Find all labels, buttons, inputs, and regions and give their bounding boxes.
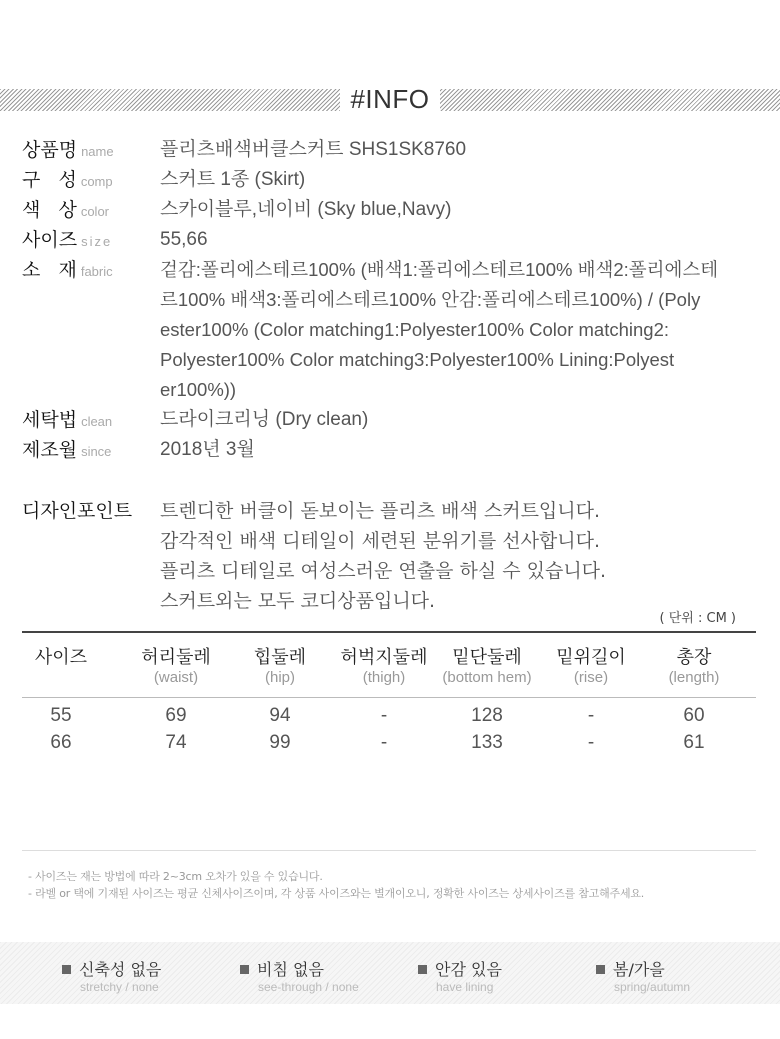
cell-size: 66	[50, 732, 72, 753]
info-value	[160, 405, 770, 435]
cell-rise: -	[587, 705, 595, 726]
feature-sublabel: spring/autumn	[614, 980, 691, 994]
feature-sublabel: have lining	[436, 980, 494, 994]
value-line: 르100% 배색3:폴리에스테르100% 안감:폴리에스테르100%) / (Poly	[160, 289, 701, 310]
label-en: name	[81, 144, 114, 159]
cell-thigh: -	[380, 705, 388, 726]
label-en: fabric	[80, 264, 113, 279]
size-note: - 사이즈는 재는 방법에 따라 2~3cm 오차가 있을 수 있습니다.	[28, 870, 323, 883]
col-header-rise: 밑위길이	[556, 647, 626, 668]
table-header-divider	[22, 697, 756, 698]
col-header-waist: 허리둘레	[141, 647, 211, 668]
label-en: comp	[80, 174, 113, 189]
feature-sublabel: see-through / none	[258, 980, 359, 994]
cell-length: 60	[683, 705, 705, 726]
info-value	[160, 225, 770, 255]
col-header-bottom-hem: 밑단둘레	[452, 647, 522, 668]
feature-lining	[418, 957, 502, 994]
square-bullet-icon	[596, 965, 605, 974]
cell-length: 61	[683, 732, 705, 753]
info-value	[160, 435, 770, 465]
cell-waist: 69	[165, 705, 187, 726]
cell-bottom-hem: 133	[471, 732, 503, 753]
value-line: ester100% (Color matching1:Polyester100% Color matching2:	[160, 319, 670, 340]
design-line: 트렌디한 버클이 돋보이는 플리츠 배색 스커트입니다.	[160, 500, 601, 522]
info-heading	[0, 84, 780, 115]
unit-label: ( 단위 : CM )	[659, 611, 736, 626]
value-line: 55,66	[160, 229, 208, 250]
value-line: 2018년 3월	[160, 439, 255, 460]
design-line: 감각적인 배색 디테일이 세련된 분위기를 선사합니다.	[160, 530, 601, 552]
info-title: #INFO	[340, 84, 439, 114]
feature-season	[596, 957, 690, 994]
col-header-size: 사이즈	[34, 647, 88, 668]
label-note: - 라벨 or 택에 기재된 사이즈는 평균 신체사이즈이며, 각 상품 사이즈와는 별개이오니, 정확한 사이즈는 상세사이즈를 참고해주세요.	[28, 887, 645, 900]
value-line: 스카이블루,네이비 (Sky blue,Navy)	[160, 199, 452, 220]
design-point-text	[160, 496, 606, 616]
label-ko: 사이즈	[22, 229, 78, 251]
label-ko: 구 성	[22, 169, 77, 191]
square-bullet-icon	[62, 965, 71, 974]
feature-label: 봄/가을	[613, 960, 665, 979]
label-ko: 상품명	[22, 139, 78, 161]
design-line: 플리츠 디테일로 여성스러운 연출을 하실 수 있습니다.	[160, 560, 607, 582]
feature-stretch	[62, 957, 161, 994]
value-line: 스커트 1종 (Skirt)	[160, 169, 306, 190]
info-value	[160, 135, 770, 165]
cell-size: 55	[50, 705, 72, 726]
feature-see-through	[240, 957, 359, 994]
value-line: 겉감:폴리에스테르100% (배색1:폴리에스테르100% 배색2:폴리에스테	[160, 259, 719, 280]
col-header-length-en: (length)	[668, 669, 720, 686]
table-top-border	[22, 631, 756, 633]
cell-rise: -	[587, 732, 595, 753]
design-line: 스커트외는 모두 코디상품입니다.	[160, 590, 436, 612]
info-value	[160, 165, 770, 195]
cell-hip: 94	[269, 705, 291, 726]
value-line: 드라이크리닝 (Dry clean)	[160, 409, 369, 430]
col-header-bottom-hem-en: (bottom hem)	[442, 669, 532, 686]
label-en: color	[80, 204, 110, 219]
col-header-length: 총장	[676, 647, 712, 668]
col-header-waist-en: (waist)	[153, 669, 199, 686]
square-bullet-icon	[240, 965, 249, 974]
label-ko: 세탁법	[22, 409, 78, 431]
label-en: since	[81, 444, 112, 459]
value-line: Polyester100% Color matching3:Polyester100% Lining:Polyest	[160, 349, 675, 370]
cell-waist: 74	[165, 732, 187, 753]
feature-label: 안감 있음	[435, 960, 502, 979]
label-en: size	[81, 234, 113, 249]
cell-thigh: -	[380, 732, 388, 753]
col-header-rise-en: (rise)	[573, 669, 609, 686]
label-ko: 소 재	[22, 259, 77, 281]
label-en: clean	[81, 414, 113, 429]
cell-hip: 99	[269, 732, 291, 753]
value-line: er100%))	[160, 379, 237, 400]
square-bullet-icon	[418, 965, 427, 974]
col-header-hip: 힙둘레	[253, 647, 307, 668]
col-header-thigh: 허벅지둘레	[340, 647, 428, 668]
col-header-thigh-en: (thigh)	[362, 669, 406, 686]
info-value	[160, 255, 770, 405]
label-ko: 색 상	[22, 199, 77, 221]
info-value	[160, 195, 770, 225]
label-ko: 제조월	[22, 439, 78, 461]
feature-label: 신축성 없음	[79, 960, 162, 979]
col-header-hip-en: (hip)	[264, 669, 295, 686]
feature-sublabel: stretchy / none	[80, 980, 159, 994]
value-line: 플리츠배색버클스커트 SHS1SK8760	[160, 139, 467, 160]
cell-bottom-hem: 128	[471, 705, 503, 726]
notes-divider	[22, 850, 756, 851]
feature-label: 비침 없음	[257, 960, 324, 979]
design-point-label: 디자인포인트	[22, 500, 133, 522]
